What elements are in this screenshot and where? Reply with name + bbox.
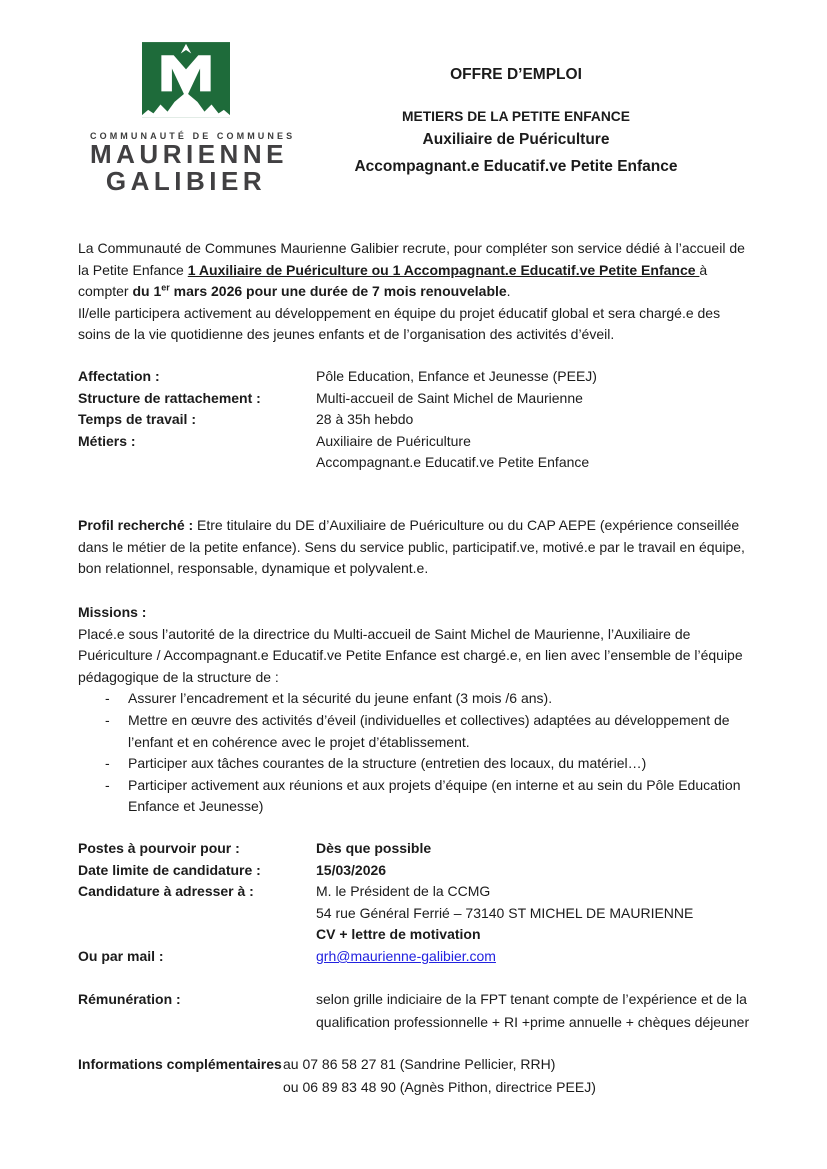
infos-section <box>78 1053 754 1099</box>
infos-phone-2: ou 06 89 83 48 90 (Agnès Pithon, directrice PEEJ) <box>283 1079 596 1095</box>
detail-row-structure <box>78 388 754 410</box>
logo-org-name-line2: GALIBIER <box>105 166 267 196</box>
remuneration-value: selon grille indiciaire de la FPT tenant compte de l’expérience et de la qualification professionnelle + RI +prime annuelle + chèques déjeuner <box>316 991 750 1030</box>
application-label: Ou par mail : <box>78 947 164 964</box>
intro-p1-mid: à compter <box>78 261 708 300</box>
infos-label: Informations complémentaires <box>78 1056 282 1072</box>
job-title-1: Auxiliaire de Puériculture <box>422 131 610 148</box>
application-value: 15/03/2026 <box>316 861 387 878</box>
application-row-address <box>78 881 754 946</box>
detail-value: Pôle Education, Enfance et Jeunesse (PEEJ) <box>316 368 597 384</box>
missions-intro: Placé.e sous l’autorité de la directrice du Multi-accueil de Saint Michel de Maurienne, l’Auxiliaire de Puériculture / Accompagnant.e Educatif.ve Petite Enfance est chargé.e, en lien avec l’ensemble de l’équipe pédagogique de la structure de : <box>78 625 743 685</box>
infos-row <box>78 1053 754 1099</box>
application-value <box>316 946 754 968</box>
detail-row-metiers <box>78 431 754 474</box>
mission-item: - Participer aux tâches courantes de la structure (entretien des locaux, du matériel…) <box>105 753 754 775</box>
profile-paragraph <box>78 515 754 580</box>
profile-text: Etre titulaire du DE d’Auxiliaire de Puériculture ou du CAP AEPE (expérience conseillée dans le métier de la petite enfance). Sens du service public, participatif.ve, motivé.e par le travail en équipe, bon relationnel, responsable, dynamique et polyvalent.e. <box>78 517 745 577</box>
document-header <box>330 66 702 185</box>
detail-value <box>316 431 754 474</box>
profile-label: Profil recherché : <box>78 517 194 533</box>
missions-label: Missions : <box>78 604 147 620</box>
detail-row-affectation <box>78 366 754 388</box>
intro-p1-start: La Communauté de Communes Maurienne Galibier recrute, pour compléter son service dédié à l’accueil de la Petite Enfance <box>78 240 745 278</box>
application-label: Postes à pourvoir pour : <box>78 840 240 856</box>
intro-p1-superscript: er <box>161 282 170 293</box>
remuneration-label: Rémunération : <box>78 991 181 1007</box>
application-label: Candidature à adresser à : <box>78 883 254 900</box>
application-section <box>78 838 754 968</box>
position-details <box>78 366 754 474</box>
address-cv-note: CV + lettre de motivation <box>316 926 481 943</box>
intro-p1-date <box>132 283 506 299</box>
email-link[interactable]: grh@maurienne-galibier.com <box>316 947 496 964</box>
intro-p1-date-start: du 1 <box>132 283 162 300</box>
detail-value: 28 à 35h hebdo <box>316 411 414 428</box>
detail-row-temps <box>78 409 754 431</box>
mission-item: - Mettre en œuvre des activités d’éveil (individuelles et collectives) adaptées au développement de l’enfant et en cohérence avec le projet d’établissement. <box>105 710 754 753</box>
mission-item: - Participer activement aux réunions et aux projets d’équipe (en interne et au sein du Pôle Education Enfance et Jeunesse) <box>105 775 754 818</box>
logo-org-name-line1: MAURIENNE <box>90 139 288 169</box>
logo-org-type: COMMUNAUTÉ DE COMMUNES <box>90 131 296 141</box>
address-recipient: M. le Président de la CCMG <box>316 883 491 900</box>
detail-label: Affectation : <box>78 368 160 384</box>
intro-p1-positions: 1 Auxiliaire de Puériculture ou 1 Accompagnant.e Educatif.ve Petite Enfance <box>187 261 700 278</box>
organization-logo <box>90 42 296 196</box>
application-value <box>316 881 754 946</box>
mountain-emblem-icon <box>142 42 230 124</box>
intro-p1-date-end: mars 2026 pour une durée de 7 mois renouvelable <box>169 283 507 300</box>
intro-paragraph-1 <box>78 238 754 303</box>
job-title-2: Accompagnant.e Educatif.ve Petite Enfance <box>354 158 678 175</box>
detail-value: Multi-accueil de Saint Michel de Maurienne <box>316 389 583 406</box>
missions-section <box>78 602 754 818</box>
remuneration-row <box>78 988 754 1034</box>
document-title: OFFRE D’EMPLOI <box>450 66 582 83</box>
detail-label: Métiers : <box>78 432 136 449</box>
infos-value <box>283 1053 754 1099</box>
profile-section <box>78 515 754 580</box>
intro-p1-period: . <box>506 283 511 300</box>
missions-list <box>78 688 754 818</box>
application-row-postes <box>78 838 754 860</box>
application-row-deadline <box>78 860 754 882</box>
infos-phone-1: au 07 86 58 27 81 (Sandrine Pellicier, RRH) <box>283 1056 556 1072</box>
mission-item: - Assurer l’encadrement et la sécurité du jeune enfant (3 mois /6 ans). <box>105 688 754 710</box>
address-street: 54 rue Général Ferrié – 73140 ST MICHEL DE MAURIENNE <box>316 904 694 921</box>
intro-paragraph-2: Il/elle participera activement au développement en équipe du projet éducatif global et sera chargé.e des soins de la vie quotidienne des jeunes enfants et de l’organisation des activités d’éveil. <box>78 304 721 343</box>
detail-value-line2: Accompagnant.e Educatif.ve Petite Enfance <box>316 454 590 471</box>
application-value: Dès que possible <box>316 840 432 856</box>
detail-label: Structure de rattachement : <box>78 389 261 406</box>
remuneration-section <box>78 988 754 1034</box>
detail-label: Temps de travail : <box>78 411 197 428</box>
document-subtitle: METIERS DE LA PETITE ENFANCE <box>402 109 630 124</box>
application-row-mail <box>78 946 754 968</box>
detail-value-line1: Auxiliaire de Puériculture <box>316 432 471 449</box>
intro-section <box>78 238 754 346</box>
application-label: Date limite de candidature : <box>78 861 261 878</box>
